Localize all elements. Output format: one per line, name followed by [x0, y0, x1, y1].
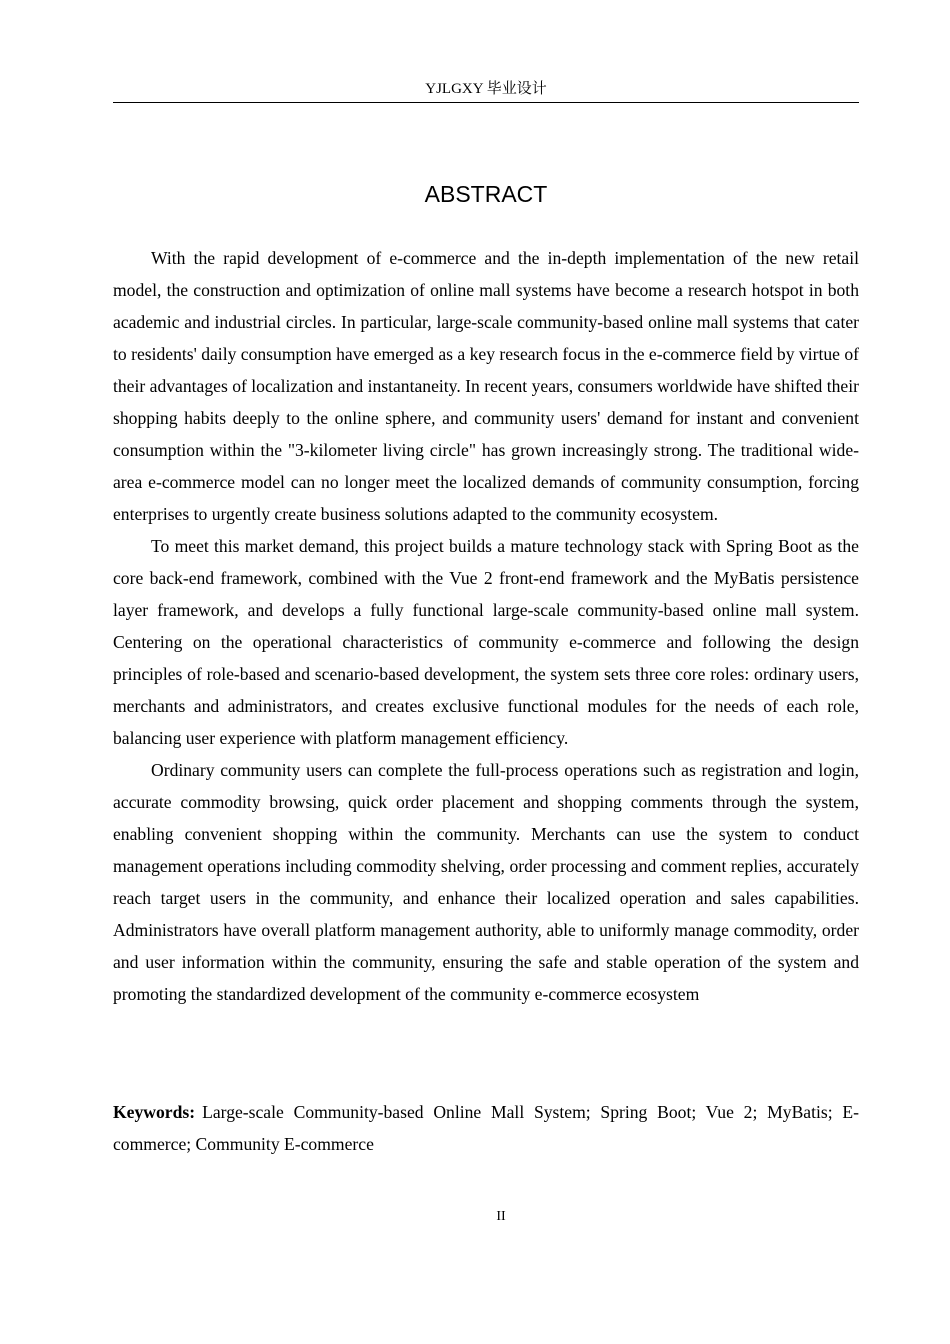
keywords-label: Keywords: — [113, 1102, 196, 1122]
abstract-paragraph: To meet this market demand, this project builds a mature technology stack with Spring Boot as the core back-end framework, combined with the Vue 2 front-end framework and the MyBatis persistence layer framework, and develops a fully functional large-scale community-based online mall system. Centering on the operational characteristics of community e-commerce and following the design principles of role-based and scenario-based development, the system sets three core roles: ordinary users, merchants and administrators, and creates exclusive functional modules for the needs of each role, balancing user experience with platform management efficiency. — [113, 536, 859, 748]
header-text: YJLGXY 毕业设计 — [425, 81, 547, 97]
page-header — [113, 79, 859, 103]
abstract-title: ABSTRACT — [424, 181, 548, 207]
keywords-text: Large-scale Community-based Online Mall System; Spring Boot; Vue 2; MyBatis; E-commerce; Community E-commerce — [113, 1102, 859, 1154]
keywords-line — [113, 1096, 859, 1160]
abstract-body — [113, 242, 859, 1010]
abstract-paragraph: With the rapid development of e-commerce and the in-depth implementation of the new retail model, the construction and optimization of online mall systems have become a research hotspot in both academic and industrial circles. In particular, large-scale community-based online mall systems that cater to residents' daily consumption have emerged as a key research focus in the e-commerce field by virtue of their advantages of localization and instantaneity. In recent years, consumers worldwide have shifted their shopping habits deeply to the online sphere, and community users' demand for instant and convenient consumption within the "3-kilometer living circle" has grown increasingly strong. The traditional wide-area e-commerce model can no longer meet the localized demands of community consumption, forcing enterprises to urgently create business solutions adapted to the community ecosystem. — [113, 248, 859, 524]
abstract-paragraph: Ordinary community users can complete the full-process operations such as registration and login, accurate commodity browsing, quick order placement and shopping comments through the system, enabling convenient shopping within the community. Merchants can use the system to conduct management operations including commodity shelving, order processing and comment replies, accurately reach target users in the community, and enhance their localized operation and sales capabilities. Administrators have overall platform management authority, able to uniformly manage commodity, order and user information within the community, ensuring the safe and stable operation of the system and promoting the standardized development of the community e-commerce ecosystem — [113, 760, 859, 1004]
page-number: II — [496, 1209, 506, 1224]
